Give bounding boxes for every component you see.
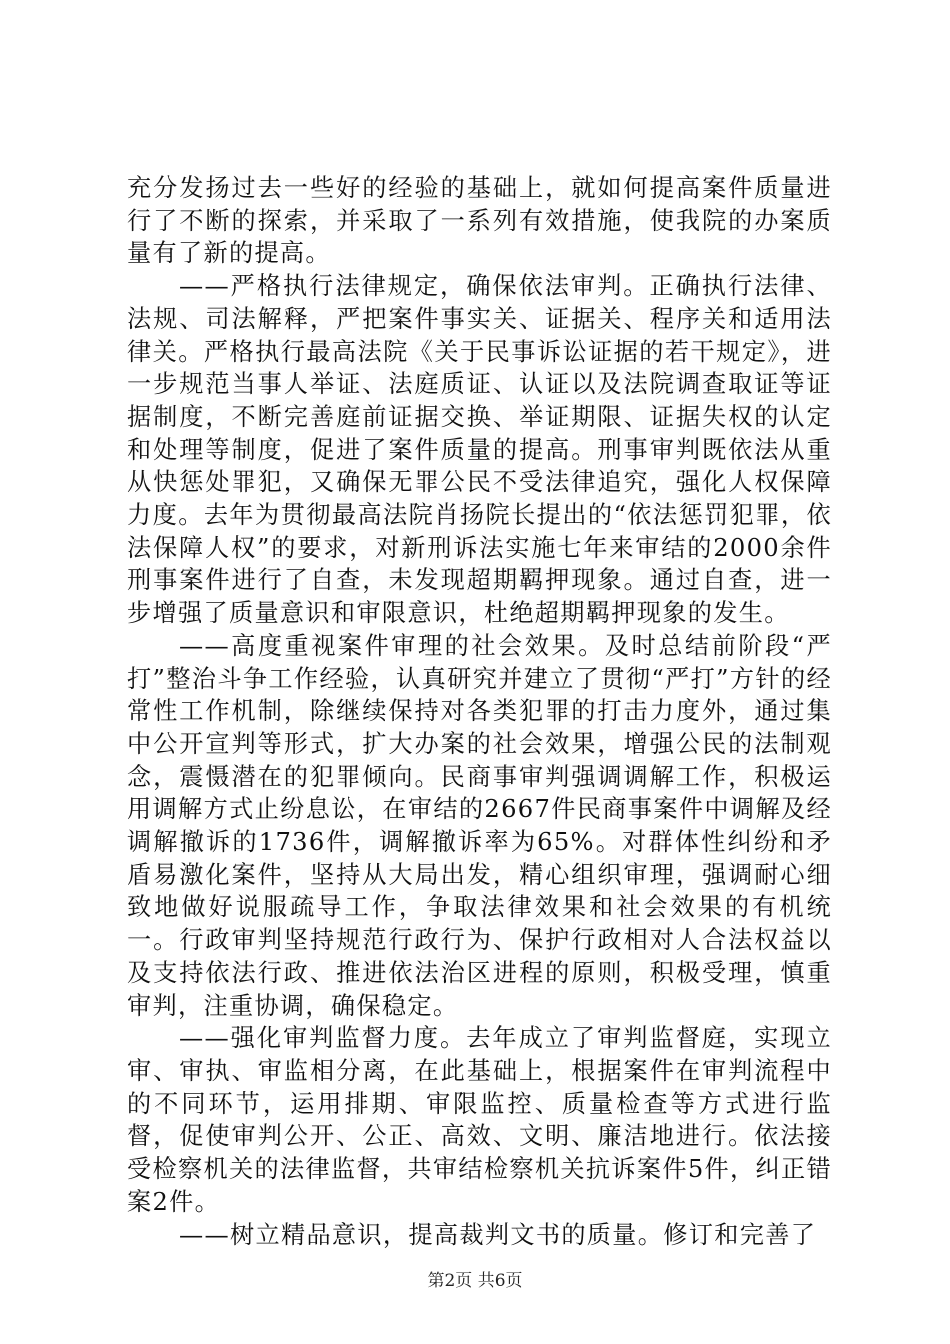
paragraph-trial-supervision: ——强化审判监督力度。去年成立了审判监督庭，实现立审、审执、审监相分离，在此基础上，根据案件在审判流程中的不同环节，运用排期、审限监控、质量检查等方式进行监督，促使审判公开、公正、高效、文明、廉洁地进行。依法接受检察机关的法律监督，共审结检察机关抗诉案件5件，纠正错案2件。 [127,1024,832,1216]
paragraph-continuation: 充分发扬过去一些好的经验的基础上，就如何提高案件质量进行了不断的探索，并采取了一系列有效措施，使我院的办案质量有了新的提高。 [127,174,832,268]
document-body [127,172,832,1251]
paragraph-strict-law-enforcement: ——严格执行法律规定，确保依法审判。正确执行法律、法规、司法解释，严把案件事实关、证据关、程序关和适用法律关。严格执行最高法院《关于民事诉讼证据的若干规定》，进一步规范当事人举证、法庭质证、认证以及法院调查取证等证据制度，不断完善庭前证据交换、举证期限、证据失权的认定和处理等制度，促进了案件质量的提高。刑事审判既依法从重从快惩处罪犯，又确保无罪公民不受法律追究，强化人权保障力度。去年为贯彻最高法院肖扬院长提出的“依法惩罚犯罪，依法保障人权”的要求，对新刑诉法实施七年来审结的2000余件刑事案件进行了自查，未发现超期羁押现象。通过自查，进一步增强了质量意识和审限意识，杜绝超期羁押现象的发生。 [127,272,832,628]
paragraph-quality-awareness: ——树立精品意识，提高裁判文书的质量。修订和完善了 [179,1220,817,1249]
paragraph-social-effect: ——高度重视案件审理的社会效果。及时总结前阶段“严打”整治斗争工作经验，认真研究并建立了贯彻“严打”方针的经常性工作机制，除继续保持对各类犯罪的打击力度外，通过集中公开宣判等形式，扩大办案的社会效果，增强公民的法制观念，震慑潜在的犯罪倾向。民商事审判强调调解工作，积极运用调解方式止纷息讼，在审结的2667件民商事案件中调解及经调解撤诉的1736件，调解撤诉率为65%。对群体性纠纷和矛盾易激化案件，坚持从大局出发，精心组织审理，强调耐心细致地做好说服疏导工作，争取法律效果和社会效果的有机统一。行政审判坚持规范行政行为、保护行政相对人合法权益以及支持依法行政、推进依法治区进程的原则，积极受理，慎重审判，注重协调，确保稳定。 [127,631,832,1020]
page-footer: 第2页 共6页 [427,1271,523,1291]
